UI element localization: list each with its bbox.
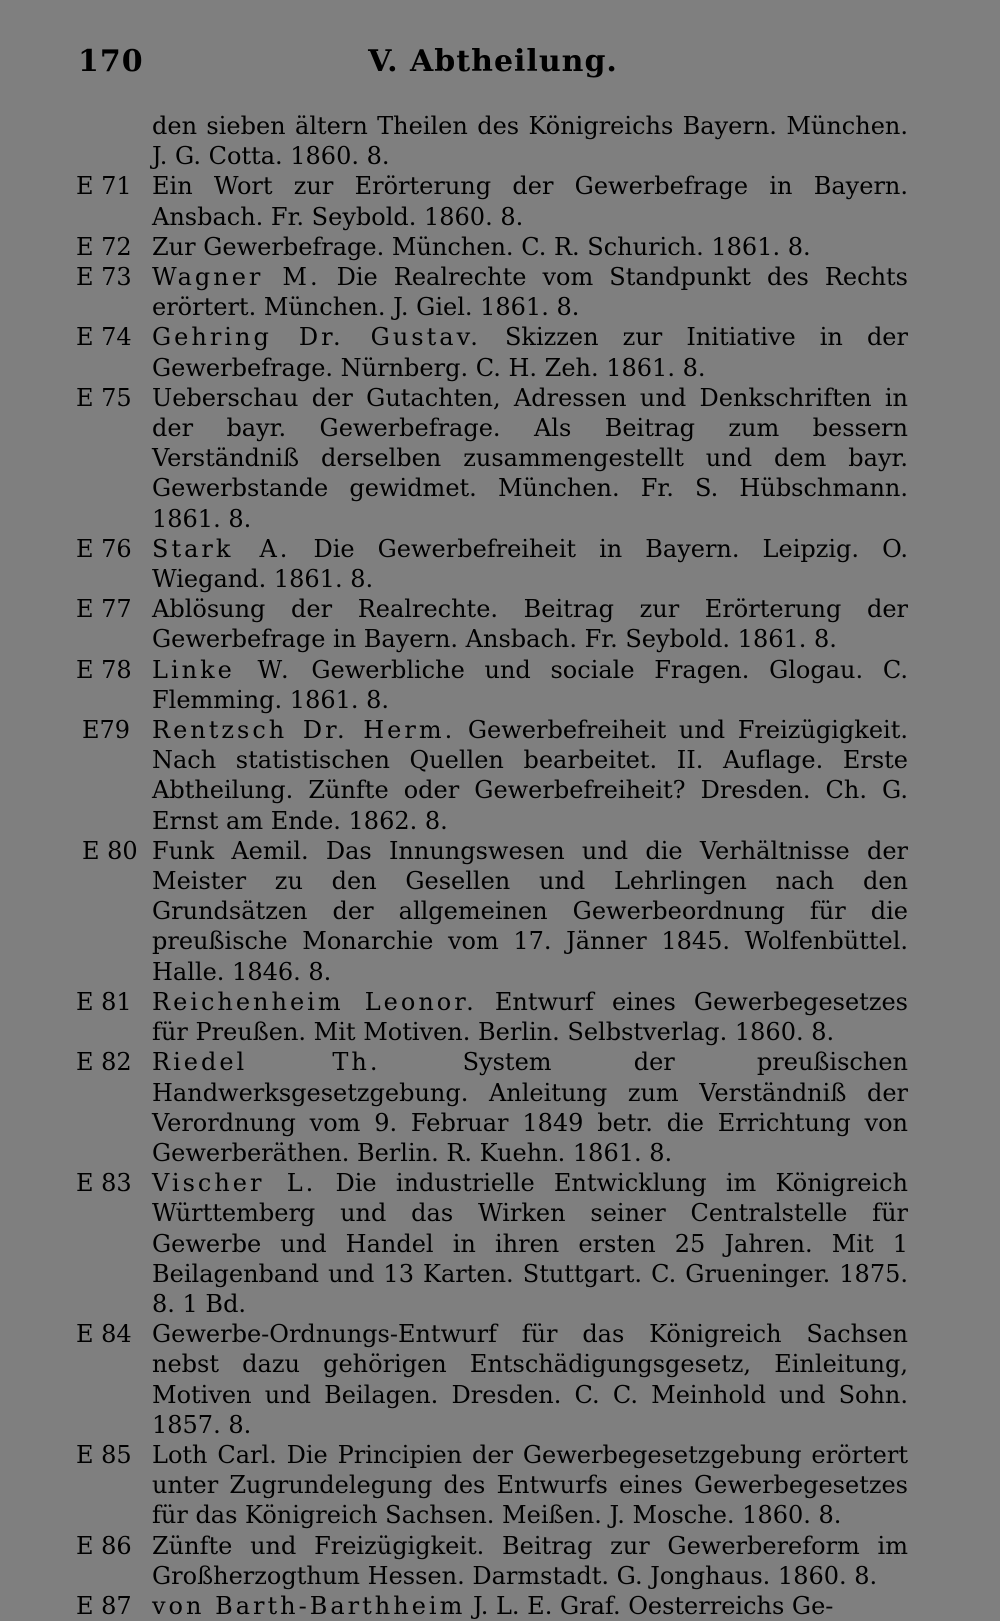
catalog-entry xyxy=(0,171,1000,231)
entry-text xyxy=(152,232,908,262)
author-name: Linke W. xyxy=(152,655,292,684)
entry-description: Gewerbliche und sociale Fragen. Glogau. C. Flemming. 1861. 8. xyxy=(152,655,908,714)
entry-text xyxy=(152,836,908,987)
entry-text xyxy=(152,171,908,231)
author-name: Wagner M. xyxy=(152,263,321,292)
entry-label: E 83 xyxy=(76,1169,132,1198)
author-name: Rentzsch Dr. Herm. xyxy=(152,716,456,745)
catalog-entry xyxy=(0,1319,1000,1440)
entry-text xyxy=(152,1440,908,1531)
author-name: von Barth-Barthheim xyxy=(152,1591,466,1620)
entry-label: E 87 xyxy=(76,1591,132,1620)
entry-text xyxy=(152,987,908,1047)
entry-description: Zur Gewerbefrage. München. C. R. Schurich. 1861. 8. xyxy=(152,232,811,261)
entry-label: E 73 xyxy=(76,263,132,292)
entry-description: Skizzen zur Initiative in der Gewerbefrage. Nürnberg. C. H. Zeh. 1861. 8. xyxy=(152,323,908,382)
catalog-entry xyxy=(0,1591,1000,1621)
catalog-entry xyxy=(0,594,1000,654)
entry-text xyxy=(152,534,908,594)
entry-label: E79 xyxy=(82,716,131,745)
entry-description: Zünfte und Freizügigkeit. Beitrag zur Gewerbereform im Großherzogthum Hessen. Darmstadt. G. Jonghaus. 1860. 8. xyxy=(152,1531,908,1590)
entry-text xyxy=(152,111,908,171)
page-number: 170 xyxy=(78,44,144,79)
entry-description: Entwurf eines Gewerbegesetzes für Preußen. Mit Motiven. Berlin. Selbstverlag. 1860. 8. xyxy=(152,987,908,1047)
author-name: Reichenheim Leonor. xyxy=(152,987,477,1016)
entry-description: System der preußischen Handwerksgesetzgebung. Anleitung zum Verständniß der Verordnung vom 9. Februar 1849 betr. die Errichtung von Gewerberäthen. Berlin. R. Kuehn. 1861. 8. xyxy=(152,1048,908,1167)
entry-label: E 72 xyxy=(76,232,132,261)
entry-label: E 81 xyxy=(76,987,132,1016)
author-name: Riedel Th. xyxy=(152,1048,381,1077)
entry-description: Die Realrechte vom Standpunkt des Rechts erörtert. München. J. Giel. 1861. 8. xyxy=(152,263,908,322)
entry-text xyxy=(152,594,908,654)
entry-label: E 80 xyxy=(82,836,138,865)
catalog-entry xyxy=(0,322,1000,382)
catalog-entry xyxy=(0,655,1000,715)
entry-description: Gewerbe-Ordnungs-Entwurf für das Königreich Sachsen nebst dazu gehörigen Entschädigungsgesetz, Einleitung, Motiven und Beilagen. Dresden. C. C. Meinhold und Sohn. 1857. 8. xyxy=(152,1320,908,1439)
entry-label: E 86 xyxy=(76,1531,132,1560)
entry-text xyxy=(152,1319,908,1440)
entry-text xyxy=(152,383,908,534)
author-name: Stark A. xyxy=(152,534,291,563)
catalog-entry xyxy=(0,232,1000,262)
entry-description: Ueberschau der Gutachten, Adressen und Denkschriften in der bayr. Gewerbefrage. Als Beitrag zum bessern Verständniß derselben zusammengestellt und dem bayr. Gewerbstande gewidmet. München. Fr. S. Hübschmann. 1861. 8. xyxy=(152,383,908,533)
author-name: Gehring Dr. Gustav. xyxy=(152,323,481,352)
entry-description: Ein Wort zur Erörterung der Gewerbefrage in Bayern. Ansbach. Fr. Seybold. 1860. 8. xyxy=(152,172,908,231)
entry-description: Die Gewerbefreiheit in Bayern. Leipzig. O. Wiegand. 1861. 8. xyxy=(152,534,908,594)
section-title: V. Abtheilung. xyxy=(368,44,618,79)
entry-label: E 74 xyxy=(76,323,132,352)
catalog-entry xyxy=(0,262,1000,322)
entry-label: E 75 xyxy=(76,383,132,412)
catalog-entry xyxy=(0,1047,1000,1168)
entry-description: J. L. E. Graf. Oesterreichs Ge- xyxy=(465,1591,834,1620)
entry-description: Die industrielle Entwicklung im Königreich Württemberg und das Wirken seiner Centralstelle für Gewerbe und Handel in ihren ersten 25 Jahren. Mit 1 Beilagenband und 13 Karten. Stuttgart. C. Grueninger. 1875. 8. 1 Bd. xyxy=(152,1169,908,1318)
entry-description: Gewerbefreiheit und Freizügigkeit. Nach statistischen Quellen bearbeitet. II. Auflage. Erste Abtheilung. Zünfte oder Gewerbefreiheit? Dresden. Ch. G. Ernst am Ende. 1862. 8. xyxy=(152,716,908,835)
catalog-entry xyxy=(0,1531,1000,1591)
catalog-entry xyxy=(0,1440,1000,1531)
entry-description: Funk Aemil. Das Innungswesen und die Verhältnisse der Meister zu den Gesellen und Lehrlingen nach den Grundsätzen der allgemeinen Gewerbeordnung für die preußische Monarchie vom 17. Jänner 1845. Wolfenbüttel. Halle. 1846. 8. xyxy=(152,836,908,986)
entry-text xyxy=(152,715,908,836)
entry-label: E 84 xyxy=(76,1320,132,1349)
entry-description: Loth Carl. Die Principien der Gewerbegesetzgebung erörtert unter Zugrundelegung des Entwurfs eines Gewerbegesetzes für das Königreich Sachsen. Meißen. J. Mosche. 1860. 8. xyxy=(152,1440,908,1530)
catalog-entry xyxy=(0,836,1000,987)
catalog-entries xyxy=(0,111,1000,1621)
catalog-entry xyxy=(0,534,1000,594)
entry-text xyxy=(152,1531,908,1591)
catalog-entry xyxy=(0,715,1000,836)
entry-text xyxy=(152,262,908,322)
catalog-entry xyxy=(0,987,1000,1047)
entry-description: Ablösung der Realrechte. Beitrag zur Erörterung der Gewerbefrage in Bayern. Ansbach. Fr. Seybold. 1861. 8. xyxy=(152,595,908,654)
catalog-entry xyxy=(0,383,1000,534)
entry-label: E 78 xyxy=(76,655,132,684)
entry-text xyxy=(152,1168,908,1319)
entry-label: E 82 xyxy=(76,1048,132,1077)
catalog-entry xyxy=(0,111,1000,171)
entry-text xyxy=(152,1591,908,1621)
catalog-entry xyxy=(0,1168,1000,1319)
entry-label: E 71 xyxy=(76,172,132,201)
entry-label: E 76 xyxy=(76,534,132,563)
entry-text xyxy=(152,1047,908,1168)
entry-label: E 77 xyxy=(76,595,132,624)
entry-text xyxy=(152,655,908,715)
page-header xyxy=(78,44,908,84)
author-name: Vischer L. xyxy=(152,1169,317,1198)
entry-description: den sieben ältern Theilen des Königreichs Bayern. München. J. G. Cotta. 1860. 8. xyxy=(152,112,908,171)
entry-text xyxy=(152,322,908,382)
entry-label: E 85 xyxy=(76,1440,132,1469)
